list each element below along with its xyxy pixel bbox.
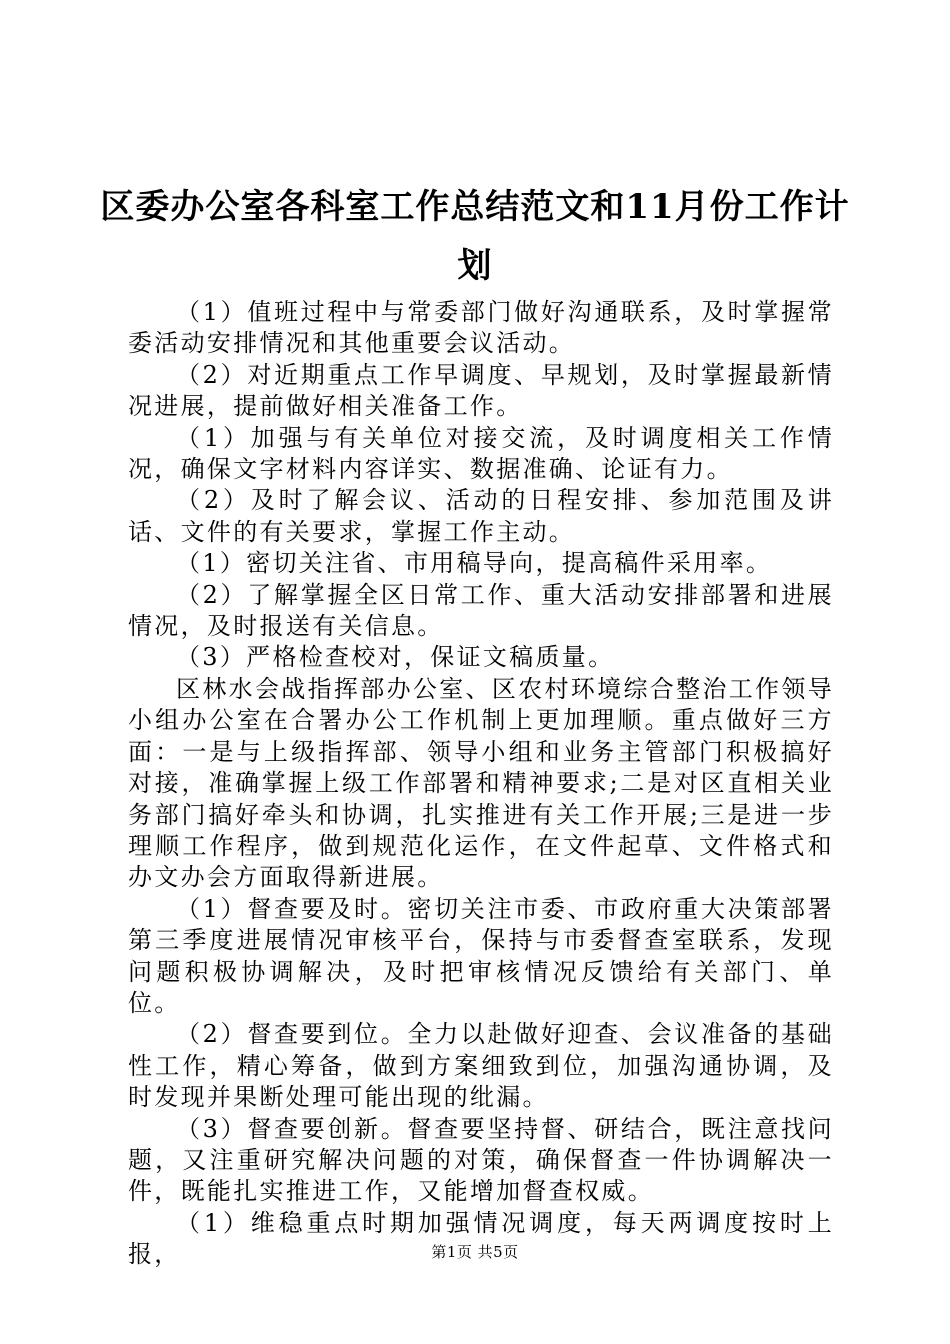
paragraph-4: （2）及时了解会议、活动的日程安排、参加范围及讲话、文件的有关要求，掌握工作主动。 — [128, 486, 834, 546]
paragraph-8: 区林水会战指挥部办公室、区农村环境综合整治工作领导小组办公室在合署办公工作机制上更加理顺。重点做好三方面：一是与上级指挥部、领导小组和业务主管部门积极搞好对接，准确掌握上级工作部署和精神要求;二是对区直相关业务部门搞好牵头和协调，扎实推进有关工作开展;三是进一步理顺工作程序，做到规范化运作，在文件起草、文件格式和办文办会方面取得新进展。 — [128, 674, 834, 892]
page-footer: 第1页 共5页 — [431, 1243, 519, 1261]
paragraph-11: （3）督查要创新。督查要坚持督、研结合，既注意找问题，又注重研究解决问题的对策，确保督查一件协调解决一件，既能扎实推进工作，又能增加督查权威。 — [128, 1114, 834, 1206]
paragraph-5: （1）密切关注省、市用稿导向，提高稿件采用率。 — [176, 549, 773, 578]
document-body — [128, 297, 834, 1271]
paragraph-7: （3）严格检查校对，保证文稿质量。 — [176, 643, 615, 672]
document-title: 区委办公室各科室工作总结范文和11月份工作计划 — [100, 187, 850, 286]
paragraph-2: （2）对近期重点工作早调度、早规划，及时掌握最新情况进展，提前做好相关准备工作。 — [128, 360, 834, 421]
paragraph-10: （2）督查要到位。全力以赴做好迎查、会议准备的基础性工作，精心筹备，做到方案细致到位，加强沟通协调，及时发现并果断处理可能出现的纰漏。 — [128, 1020, 834, 1112]
paragraph-12: （1）维稳重点时期加强情况调度，每天两调度按时上报， — [128, 1208, 834, 1269]
paragraph-6: （2）了解掌握全区日常工作、重大活动安排部署和进展情况，及时报送有关信息。 — [128, 580, 834, 641]
paragraph-1: （1）值班过程中与常委部门做好沟通联系，及时掌握常委活动安排情况和其他重要会议活动。 — [128, 298, 834, 358]
paragraph-3: （1）加强与有关单位对接交流，及时调度相关工作情况，确保文字材料内容详实、数据准确、论证有力。 — [128, 423, 834, 484]
paragraph-9: （1）督查要及时。密切关注市委、市政府重大决策部署第三季度进展情况审核平台，保持与市委督查室联系，发现问题积极协调解决，及时把审核情况反馈给有关部门、单位。 — [128, 894, 834, 1017]
